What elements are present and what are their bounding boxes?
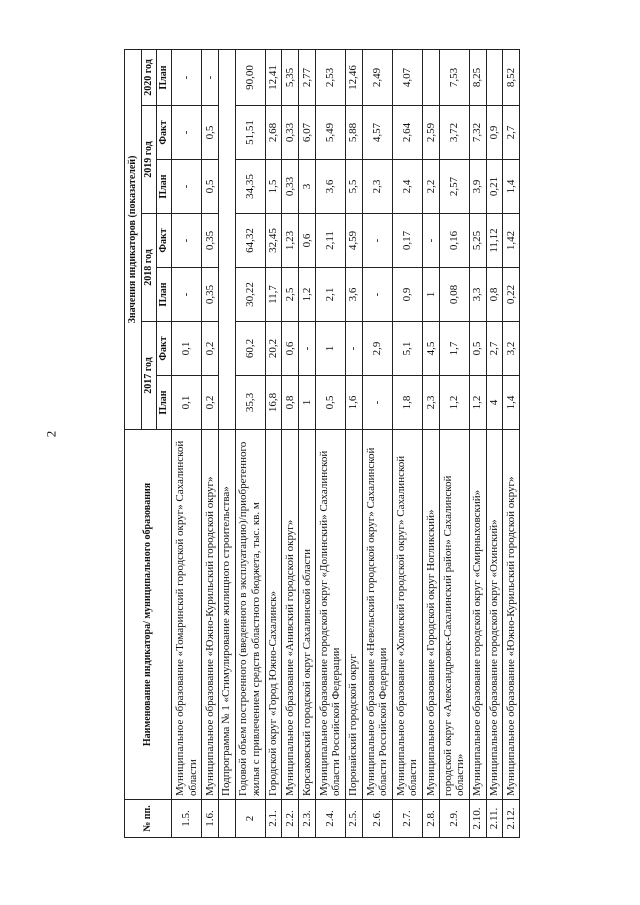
value-cell: 0,2 <box>202 376 219 430</box>
value-cell: 2,77 <box>299 49 316 105</box>
value-cell: 2,64 <box>392 106 422 160</box>
value-cell: 0,8 <box>282 376 299 430</box>
value-cell <box>486 49 503 105</box>
table-body <box>172 49 520 837</box>
table-row <box>299 49 316 837</box>
value-cell: - <box>362 214 392 268</box>
value-cell: 3,9 <box>469 160 486 214</box>
value-cell: 1,2 <box>439 376 469 430</box>
value-cell: 4,5 <box>422 322 439 376</box>
value-cell: 1,23 <box>282 214 299 268</box>
value-cell: 1,4 <box>503 160 520 214</box>
value-cell: 2,53 <box>315 49 345 105</box>
value-cell: 0,22 <box>503 268 520 322</box>
row-name: Городской округ «Город Южно-Сахалинск» <box>265 430 282 800</box>
value-cell: 3,72 <box>439 106 469 160</box>
value-cell: 3,2 <box>503 322 520 376</box>
value-cell: - <box>172 106 202 160</box>
table-row <box>422 49 439 837</box>
row-name: Муниципальное образование «Городской округ Ногликский» <box>422 430 439 800</box>
value-cell: - <box>172 49 202 105</box>
row-name: Муниципальное образование «Невельский городской округ» Сахалинской области Российской Федерации <box>362 430 392 800</box>
row-name: Муниципальное образование «Холмский городской округ» Сахалинской области <box>392 430 422 800</box>
value-cell: 1,5 <box>265 160 282 214</box>
row-name: Корсаковский городской округ Сахалинской области <box>299 430 316 800</box>
value-cell: 90,00 <box>235 49 265 105</box>
value-cell: 0,08 <box>439 268 469 322</box>
value-cell: 5,5 <box>345 160 362 214</box>
value-cell: 4 <box>486 376 503 430</box>
row-number: 2.8. <box>422 800 439 838</box>
value-cell: 2,59 <box>422 106 439 160</box>
value-cell: 6,07 <box>299 106 316 160</box>
value-cell: 20,2 <box>265 322 282 376</box>
value-cell: - <box>299 322 316 376</box>
value-cell: 0,9 <box>392 268 422 322</box>
value-cell: 2,4 <box>392 160 422 214</box>
subprogram-title: Подпрограмма № 1 «Стимулирование жилищного строительства» <box>218 430 235 800</box>
value-cell: 2,1 <box>315 268 345 322</box>
table-row <box>265 49 282 837</box>
table-row <box>315 49 345 837</box>
header-fact: Факт <box>157 214 172 268</box>
header-year-2020: 2020 год <box>142 49 157 105</box>
table-row <box>282 49 299 837</box>
value-cell: 1 <box>315 322 345 376</box>
row-number: 1.5. <box>172 800 202 838</box>
row-number: 2.10. <box>469 800 486 838</box>
rotated-page <box>124 50 520 838</box>
value-cell: 5,35 <box>282 49 299 105</box>
value-cell: 2,5 <box>282 268 299 322</box>
value-cell: 1 <box>299 376 316 430</box>
value-cell: 64,32 <box>235 214 265 268</box>
header-fact: Факт <box>157 106 172 160</box>
value-cell: 5,25 <box>469 214 486 268</box>
value-cell: 0,5 <box>202 160 219 214</box>
row-number: 2.4. <box>315 800 345 838</box>
value-cell: - <box>172 268 202 322</box>
table-group-row <box>218 49 235 837</box>
row-number: 2.3. <box>299 800 316 838</box>
value-cell: 0,1 <box>172 376 202 430</box>
value-cell: 0,8 <box>486 268 503 322</box>
value-cell: 2,7 <box>486 322 503 376</box>
value-cell: 0,1 <box>172 322 202 376</box>
value-cell: - <box>345 322 362 376</box>
value-cell: 35,3 <box>235 376 265 430</box>
row-number: 2.6. <box>362 800 392 838</box>
header-year-2019: 2019 год <box>142 106 157 214</box>
value-cell: 11,12 <box>486 214 503 268</box>
group-spacer <box>218 49 235 429</box>
value-cell: 0,6 <box>299 214 316 268</box>
value-cell: 16,8 <box>265 376 282 430</box>
row-number: 2 <box>235 800 265 838</box>
value-cell: 0,17 <box>392 214 422 268</box>
value-cell: 12,41 <box>265 49 282 105</box>
value-cell: 60,2 <box>235 322 265 376</box>
value-cell: 0,33 <box>282 160 299 214</box>
value-cell: 1,8 <box>392 376 422 430</box>
page-number: 2 <box>43 430 59 438</box>
value-cell: 4,59 <box>345 214 362 268</box>
header-values: Значения индикаторов (показателей) <box>125 49 142 429</box>
value-cell: - <box>172 214 202 268</box>
value-cell: 11,7 <box>265 268 282 322</box>
value-cell: 2,9 <box>362 322 392 376</box>
value-cell: 0,5 <box>202 106 219 160</box>
value-cell: 3,3 <box>469 268 486 322</box>
row-name: Муниципальное образование городской округ «Смирныховский» <box>469 430 486 800</box>
value-cell: 2,49 <box>362 49 392 105</box>
table-row <box>235 49 265 837</box>
table-row <box>503 49 520 837</box>
value-cell: 2,3 <box>362 160 392 214</box>
row-number <box>218 800 235 838</box>
value-cell: 1,6 <box>345 376 362 430</box>
row-name: Поронайский городской округ <box>345 430 362 800</box>
value-cell: 1,2 <box>469 376 486 430</box>
row-number: 2.7. <box>392 800 422 838</box>
value-cell: 8,52 <box>503 49 520 105</box>
row-name: городской округ «Александровск-Сахалинский район» Сахалинской области» <box>439 430 469 800</box>
row-number: 2.12. <box>503 800 520 838</box>
table-row <box>362 49 392 837</box>
value-cell: 3,6 <box>315 160 345 214</box>
value-cell: 1,42 <box>503 214 520 268</box>
value-cell: 7,32 <box>469 106 486 160</box>
value-cell: 3 <box>299 160 316 214</box>
row-number: 2.1. <box>265 800 282 838</box>
value-cell: 2,2 <box>422 160 439 214</box>
value-cell: 0,33 <box>282 106 299 160</box>
row-name: Муниципальное образование городской округ «Долинский» Сахалинской области Российской Федерации <box>315 430 345 800</box>
row-name: Муниципальное образование «Южно-Курильский городской округ» <box>503 430 520 800</box>
value-cell: - <box>202 49 219 105</box>
value-cell: 5,1 <box>392 322 422 376</box>
value-cell: - <box>362 376 392 430</box>
table-row <box>392 49 422 837</box>
value-cell: - <box>422 214 439 268</box>
header-name: Наименование индикатора/ муниципального образования <box>125 430 172 800</box>
row-number: 2.9. <box>439 800 469 838</box>
header-no: № пп. <box>125 800 172 838</box>
header-plan: План <box>157 268 172 322</box>
value-cell: 1,4 <box>503 376 520 430</box>
value-cell: 1,7 <box>439 322 469 376</box>
value-cell: 5,88 <box>345 106 362 160</box>
value-cell: 12,46 <box>345 49 362 105</box>
value-cell: 32,45 <box>265 214 282 268</box>
header-fact: Факт <box>157 322 172 376</box>
value-cell: 1,2 <box>299 268 316 322</box>
header-plan: План <box>157 376 172 430</box>
header-year-2018: 2018 год <box>142 214 157 322</box>
header-plan: План <box>157 160 172 214</box>
row-number: 2.11. <box>486 800 503 838</box>
row-number: 1.6. <box>202 800 219 838</box>
value-cell: 0,5 <box>315 376 345 430</box>
value-cell: 0,5 <box>469 322 486 376</box>
value-cell: 2,7 <box>503 106 520 160</box>
row-name: Муниципальное образование городской округ «Охинский» <box>486 430 503 800</box>
table-row <box>172 49 202 837</box>
value-cell: 4,57 <box>362 106 392 160</box>
value-cell: 7,53 <box>439 49 469 105</box>
value-cell: 30,22 <box>235 268 265 322</box>
value-cell: 34,35 <box>235 160 265 214</box>
row-number: 2.5. <box>345 800 362 838</box>
value-cell: 0,16 <box>439 214 469 268</box>
value-cell: - <box>362 268 392 322</box>
row-name: Годовой объем построенного (введенного в эксплуатацию)/приобретенного жилья с привлечением средств областного бюджета, тыс. кв. м <box>235 430 265 800</box>
header-plan: План <box>157 49 172 105</box>
row-name: Муниципальное образование «Южно-Курильский городской округ» <box>202 430 219 800</box>
value-cell: 4,07 <box>392 49 422 105</box>
row-name: Муниципальное образование «Томаринский городской округ» Сахалинской области <box>172 430 202 800</box>
table-row <box>345 49 362 837</box>
table-row <box>469 49 486 837</box>
row-number: 2.2. <box>282 800 299 838</box>
value-cell: - <box>172 160 202 214</box>
row-name: Муниципальное образование «Анивский городской округ» <box>282 430 299 800</box>
value-cell: 0,21 <box>486 160 503 214</box>
value-cell: 1 <box>422 268 439 322</box>
table-row <box>486 49 503 837</box>
value-cell: 5,49 <box>315 106 345 160</box>
value-cell: 0,6 <box>282 322 299 376</box>
value-cell: 0,35 <box>202 214 219 268</box>
value-cell: 2,57 <box>439 160 469 214</box>
value-cell: 2,3 <box>422 376 439 430</box>
value-cell: 0,2 <box>202 322 219 376</box>
indicators-table <box>124 49 520 838</box>
value-cell: 3,6 <box>345 268 362 322</box>
value-cell: 51,51 <box>235 106 265 160</box>
value-cell: 0,35 <box>202 268 219 322</box>
table-row <box>439 49 469 837</box>
value-cell: 8,25 <box>469 49 486 105</box>
value-cell: 0,9 <box>486 106 503 160</box>
value-cell: 2,68 <box>265 106 282 160</box>
value-cell: 2,11 <box>315 214 345 268</box>
header-year-2017: 2017 год <box>142 322 157 430</box>
table-row <box>202 49 219 837</box>
value-cell <box>422 49 439 105</box>
